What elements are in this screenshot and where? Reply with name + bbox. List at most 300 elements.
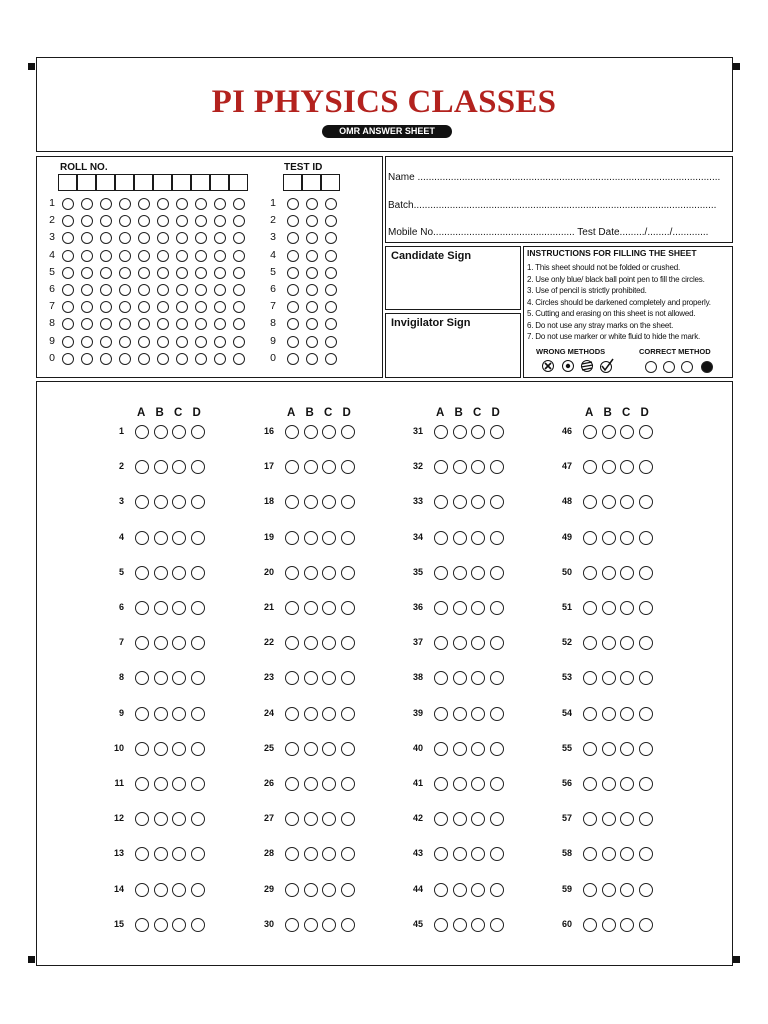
answer-bubble-d[interactable]: [490, 707, 504, 721]
answer-bubble-c[interactable]: [322, 742, 336, 756]
answer-bubble-b[interactable]: [154, 742, 168, 756]
roll-bubble[interactable]: [157, 267, 169, 279]
answer-bubble-c[interactable]: [172, 742, 186, 756]
answer-bubble-d[interactable]: [341, 671, 355, 685]
answer-bubble-d[interactable]: [341, 495, 355, 509]
roll-bubble[interactable]: [233, 267, 245, 279]
roll-bubble[interactable]: [157, 336, 169, 348]
roll-bubble[interactable]: [157, 353, 169, 365]
answer-bubble-c[interactable]: [172, 566, 186, 580]
test-id-row-digit: 4: [270, 248, 276, 261]
roll-bubble[interactable]: [138, 284, 150, 296]
answer-bubble-d[interactable]: [490, 742, 504, 756]
answer-bubble-a[interactable]: [285, 601, 299, 615]
roll-bubble[interactable]: [176, 336, 188, 348]
test-id-digit-cell[interactable]: [302, 174, 321, 191]
mobile-test-date-field[interactable]: Mobile No................................................... Test Date........./......../.............: [388, 227, 709, 238]
answer-bubble-b[interactable]: [453, 883, 467, 897]
answer-bubble-d[interactable]: [341, 425, 355, 439]
answer-bubble-a[interactable]: [434, 531, 448, 545]
answer-bubble-c[interactable]: [172, 883, 186, 897]
answer-bubble-b[interactable]: [304, 707, 318, 721]
roll-bubble[interactable]: [233, 198, 245, 210]
answer-bubble-d[interactable]: [341, 636, 355, 650]
answer-bubble-b[interactable]: [602, 531, 616, 545]
answer-bubble-b[interactable]: [304, 531, 318, 545]
answer-bubble-d[interactable]: [639, 847, 653, 861]
answer-bubble-c[interactable]: [471, 883, 485, 897]
roll-bubble[interactable]: [214, 250, 226, 262]
roll-bubble[interactable]: [157, 250, 169, 262]
answer-bubble-d[interactable]: [639, 566, 653, 580]
test-id-bubble[interactable]: [306, 353, 318, 365]
answer-bubble-d[interactable]: [341, 883, 355, 897]
roll-bubble[interactable]: [62, 250, 74, 262]
answer-bubble-a[interactable]: [434, 742, 448, 756]
answer-bubble-d[interactable]: [490, 847, 504, 861]
answer-bubble-a[interactable]: [583, 425, 597, 439]
question-number: 53: [561, 672, 572, 683]
roll-bubble[interactable]: [119, 353, 131, 365]
answer-bubble-d[interactable]: [639, 671, 653, 685]
answer-bubble-a[interactable]: [434, 707, 448, 721]
answer-bubble-d[interactable]: [639, 601, 653, 615]
roll-bubble[interactable]: [176, 198, 188, 210]
question-number: 7: [118, 637, 124, 648]
answer-bubble-b[interactable]: [602, 742, 616, 756]
answer-bubble-b[interactable]: [602, 495, 616, 509]
test-id-bubble[interactable]: [287, 336, 299, 348]
roll-bubble[interactable]: [195, 353, 207, 365]
answer-bubble-c[interactable]: [471, 601, 485, 615]
answer-bubble-b[interactable]: [453, 636, 467, 650]
answer-bubble-c[interactable]: [172, 601, 186, 615]
answer-bubble-d[interactable]: [490, 918, 504, 932]
answer-bubble-d[interactable]: [639, 812, 653, 826]
answer-bubble-b[interactable]: [602, 812, 616, 826]
invigilator-sign-label: Invigilator Sign: [391, 317, 471, 329]
test-id-bubble[interactable]: [306, 250, 318, 262]
answer-bubble-d[interactable]: [191, 812, 205, 826]
roll-bubble[interactable]: [119, 250, 131, 262]
roll-digit-cell[interactable]: [134, 174, 153, 191]
answer-bubble-d[interactable]: [341, 460, 355, 474]
answer-bubble-d[interactable]: [191, 742, 205, 756]
answer-bubble-d[interactable]: [639, 883, 653, 897]
question-number: 12: [113, 813, 124, 824]
roll-bubble[interactable]: [81, 336, 93, 348]
test-id-bubble[interactable]: [325, 198, 337, 210]
answer-bubble-b[interactable]: [304, 671, 318, 685]
roll-bubble[interactable]: [138, 353, 150, 365]
answer-bubble-a[interactable]: [285, 425, 299, 439]
answer-bubble-b[interactable]: [304, 601, 318, 615]
answer-bubble-c[interactable]: [620, 566, 634, 580]
answer-bubble-d[interactable]: [490, 531, 504, 545]
roll-bubble[interactable]: [62, 284, 74, 296]
answer-bubble-d[interactable]: [490, 601, 504, 615]
test-id-bubble[interactable]: [287, 353, 299, 365]
roll-bubble[interactable]: [138, 267, 150, 279]
answer-bubble-a[interactable]: [434, 425, 448, 439]
answer-bubble-a[interactable]: [285, 707, 299, 721]
answer-bubble-d[interactable]: [191, 918, 205, 932]
test-id-digit-cell[interactable]: [321, 174, 340, 191]
answer-bubble-b[interactable]: [453, 918, 467, 932]
roll-bubble[interactable]: [81, 267, 93, 279]
answer-bubble-c[interactable]: [471, 707, 485, 721]
answer-bubble-d[interactable]: [639, 425, 653, 439]
test-id-bubble[interactable]: [287, 267, 299, 279]
answer-bubble-b[interactable]: [304, 812, 318, 826]
answer-bubble-d[interactable]: [341, 531, 355, 545]
answer-bubble-c[interactable]: [471, 918, 485, 932]
answer-bubble-d[interactable]: [191, 460, 205, 474]
roll-bubble[interactable]: [214, 336, 226, 348]
test-id-bubble[interactable]: [325, 353, 337, 365]
answer-bubble-c[interactable]: [620, 531, 634, 545]
answer-bubble-b[interactable]: [602, 425, 616, 439]
answer-bubble-d[interactable]: [490, 777, 504, 791]
answer-bubble-b[interactable]: [154, 495, 168, 509]
answer-bubble-b[interactable]: [453, 742, 467, 756]
answer-bubble-b[interactable]: [602, 777, 616, 791]
answer-bubble-b[interactable]: [453, 812, 467, 826]
test-id-bubble[interactable]: [325, 250, 337, 262]
answer-bubble-b[interactable]: [304, 918, 318, 932]
roll-bubble[interactable]: [233, 336, 245, 348]
answer-bubble-c[interactable]: [620, 777, 634, 791]
roll-digit-cell[interactable]: [172, 174, 191, 191]
answer-bubble-d[interactable]: [490, 812, 504, 826]
answer-bubble-c[interactable]: [620, 425, 634, 439]
answer-bubble-b[interactable]: [154, 566, 168, 580]
answer-bubble-d[interactable]: [639, 707, 653, 721]
answer-bubble-d[interactable]: [191, 601, 205, 615]
answer-bubble-b[interactable]: [154, 601, 168, 615]
answer-bubble-b[interactable]: [602, 847, 616, 861]
answer-bubble-d[interactable]: [191, 531, 205, 545]
answer-bubble-d[interactable]: [191, 495, 205, 509]
option-header-c: C: [174, 407, 183, 419]
answer-bubble-d[interactable]: [639, 777, 653, 791]
answer-bubble-d[interactable]: [191, 707, 205, 721]
roll-bubble[interactable]: [138, 198, 150, 210]
answer-bubble-b[interactable]: [602, 566, 616, 580]
answer-bubble-b[interactable]: [154, 707, 168, 721]
answer-bubble-d[interactable]: [639, 460, 653, 474]
answer-bubble-b[interactable]: [304, 636, 318, 650]
answer-bubble-d[interactable]: [341, 566, 355, 580]
answer-bubble-b[interactable]: [304, 847, 318, 861]
answer-bubble-c[interactable]: [322, 601, 336, 615]
answer-bubble-d[interactable]: [490, 425, 504, 439]
answer-bubble-b[interactable]: [304, 742, 318, 756]
answer-bubble-b[interactable]: [453, 531, 467, 545]
answer-bubble-c[interactable]: [322, 918, 336, 932]
roll-bubble[interactable]: [176, 250, 188, 262]
question-number: 10: [113, 742, 124, 753]
roll-digit-cell[interactable]: [210, 174, 229, 191]
answer-bubble-b[interactable]: [602, 707, 616, 721]
roll-bubble[interactable]: [195, 250, 207, 262]
answer-bubble-b[interactable]: [304, 425, 318, 439]
roll-bubble[interactable]: [100, 250, 112, 262]
name-field[interactable]: Name .............................................................................................................: [388, 172, 721, 183]
answer-bubble-b[interactable]: [602, 883, 616, 897]
answer-bubble-c[interactable]: [471, 777, 485, 791]
roll-digit-cell[interactable]: [191, 174, 210, 191]
answer-bubble-b[interactable]: [304, 777, 318, 791]
answer-bubble-a[interactable]: [135, 918, 149, 932]
question-number: 24: [263, 707, 274, 718]
test-id-bubble[interactable]: [306, 284, 318, 296]
answer-bubble-a[interactable]: [583, 601, 597, 615]
roll-bubble[interactable]: [214, 267, 226, 279]
answer-bubble-c[interactable]: [620, 707, 634, 721]
question-number: 2: [118, 461, 124, 472]
answer-bubble-a[interactable]: [135, 531, 149, 545]
test-id-bubble[interactable]: [287, 284, 299, 296]
answer-bubble-d[interactable]: [490, 883, 504, 897]
roll-bubble[interactable]: [233, 284, 245, 296]
answer-bubble-c[interactable]: [172, 707, 186, 721]
answer-bubble-a[interactable]: [583, 707, 597, 721]
roll-digit-cell[interactable]: [96, 174, 115, 191]
roll-bubble[interactable]: [233, 353, 245, 365]
test-id-bubble[interactable]: [325, 267, 337, 279]
roll-bubble[interactable]: [138, 336, 150, 348]
roll-bubble[interactable]: [195, 267, 207, 279]
answer-bubble-d[interactable]: [191, 636, 205, 650]
answer-bubble-a[interactable]: [285, 918, 299, 932]
roll-bubble[interactable]: [100, 353, 112, 365]
answer-bubble-b[interactable]: [453, 601, 467, 615]
answer-bubble-c[interactable]: [322, 707, 336, 721]
roll-bubble[interactable]: [214, 284, 226, 296]
batch-field[interactable]: Batch.............................................................................................................: [388, 200, 717, 211]
answer-bubble-d[interactable]: [341, 777, 355, 791]
answer-bubble-b[interactable]: [453, 777, 467, 791]
answer-bubble-d[interactable]: [341, 918, 355, 932]
roll-bubble[interactable]: [214, 198, 226, 210]
answer-bubble-c[interactable]: [620, 742, 634, 756]
test-id-bubble[interactable]: [306, 267, 318, 279]
answer-bubble-a[interactable]: [285, 883, 299, 897]
roll-bubble[interactable]: [62, 267, 74, 279]
answer-bubble-d[interactable]: [639, 636, 653, 650]
roll-digit-cell[interactable]: [58, 174, 77, 191]
answer-bubble-c[interactable]: [172, 777, 186, 791]
answer-bubble-c[interactable]: [172, 425, 186, 439]
question-number: 58: [561, 848, 572, 859]
answer-bubble-d[interactable]: [191, 671, 205, 685]
answer-bubble-d[interactable]: [191, 566, 205, 580]
answer-bubble-d[interactable]: [191, 883, 205, 897]
answer-bubble-b[interactable]: [602, 460, 616, 474]
answer-bubble-d[interactable]: [191, 847, 205, 861]
roll-bubble[interactable]: [157, 284, 169, 296]
answer-bubble-b[interactable]: [453, 425, 467, 439]
answer-bubble-b[interactable]: [304, 566, 318, 580]
answer-bubble-a[interactable]: [285, 566, 299, 580]
answer-bubble-d[interactable]: [639, 742, 653, 756]
answer-bubble-b[interactable]: [453, 566, 467, 580]
test-id-digit-cell[interactable]: [283, 174, 302, 191]
roll-bubble[interactable]: [119, 336, 131, 348]
roll-bubble[interactable]: [214, 353, 226, 365]
answer-bubble-a[interactable]: [434, 883, 448, 897]
answer-bubble-a[interactable]: [135, 883, 149, 897]
test-id-bubble[interactable]: [325, 336, 337, 348]
roll-bubble[interactable]: [62, 353, 74, 365]
roll-row-digit: 6: [49, 283, 55, 295]
answer-bubble-a[interactable]: [434, 918, 448, 932]
roll-bubble[interactable]: [176, 267, 188, 279]
answer-bubble-c[interactable]: [620, 883, 634, 897]
roll-digit-cell[interactable]: [115, 174, 134, 191]
test-id-bubble[interactable]: [287, 250, 299, 262]
answer-bubble-d[interactable]: [191, 777, 205, 791]
answer-bubble-a[interactable]: [285, 531, 299, 545]
roll-bubble[interactable]: [81, 284, 93, 296]
answer-bubble-d[interactable]: [639, 531, 653, 545]
wrong-methods-label: WRONG METHODS: [536, 347, 606, 356]
answer-bubble-c[interactable]: [471, 425, 485, 439]
answer-bubble-b[interactable]: [304, 495, 318, 509]
answer-bubble-b[interactable]: [453, 707, 467, 721]
answer-bubble-d[interactable]: [639, 918, 653, 932]
roll-bubble[interactable]: [81, 353, 93, 365]
answer-bubble-b[interactable]: [154, 671, 168, 685]
answer-bubble-b[interactable]: [453, 847, 467, 861]
answer-bubble-c[interactable]: [620, 601, 634, 615]
test-id-bubble[interactable]: [306, 336, 318, 348]
answer-bubble-d[interactable]: [341, 601, 355, 615]
answer-bubble-c[interactable]: [620, 918, 634, 932]
answer-bubble-c[interactable]: [322, 566, 336, 580]
answer-bubble-c[interactable]: [471, 566, 485, 580]
answer-bubble-b[interactable]: [154, 636, 168, 650]
roll-bubble[interactable]: [81, 198, 93, 210]
answer-bubble-a[interactable]: [135, 777, 149, 791]
answer-bubble-d[interactable]: [490, 636, 504, 650]
answer-bubble-a[interactable]: [583, 742, 597, 756]
answer-bubble-b[interactable]: [154, 460, 168, 474]
roll-bubble[interactable]: [100, 198, 112, 210]
answer-bubble-d[interactable]: [341, 847, 355, 861]
roll-bubble[interactable]: [176, 353, 188, 365]
test-id-row-digit: 6: [270, 283, 276, 295]
answer-bubble-d[interactable]: [191, 425, 205, 439]
roll-digit-cell[interactable]: [153, 174, 172, 191]
roll-bubble[interactable]: [100, 336, 112, 348]
answer-bubble-a[interactable]: [583, 883, 597, 897]
answer-bubble-d[interactable]: [490, 495, 504, 509]
answer-bubble-d[interactable]: [341, 812, 355, 826]
answer-bubble-a[interactable]: [285, 777, 299, 791]
answer-bubble-b[interactable]: [453, 671, 467, 685]
answer-bubble-d[interactable]: [490, 671, 504, 685]
answer-bubble-a[interactable]: [583, 566, 597, 580]
roll-bubble[interactable]: [119, 267, 131, 279]
roll-bubble[interactable]: [233, 250, 245, 262]
answer-bubble-b[interactable]: [602, 601, 616, 615]
answer-bubble-d[interactable]: [341, 742, 355, 756]
answer-bubble-d[interactable]: [490, 566, 504, 580]
roll-bubble[interactable]: [195, 284, 207, 296]
answer-bubble-b[interactable]: [154, 883, 168, 897]
answer-bubble-a[interactable]: [135, 742, 149, 756]
roll-bubble[interactable]: [62, 336, 74, 348]
answer-bubble-d[interactable]: [341, 707, 355, 721]
answer-bubble-b[interactable]: [154, 425, 168, 439]
answer-bubble-a[interactable]: [583, 918, 597, 932]
answer-bubble-b[interactable]: [602, 636, 616, 650]
answer-bubble-a[interactable]: [135, 707, 149, 721]
answer-bubble-a[interactable]: [434, 601, 448, 615]
answer-bubble-b[interactable]: [154, 531, 168, 545]
roll-digit-cell[interactable]: [77, 174, 96, 191]
answer-bubble-c[interactable]: [172, 531, 186, 545]
answer-bubble-a[interactable]: [285, 742, 299, 756]
answer-bubble-b[interactable]: [154, 847, 168, 861]
roll-bubble[interactable]: [138, 250, 150, 262]
roll-bubble[interactable]: [195, 336, 207, 348]
answer-bubble-b[interactable]: [453, 460, 467, 474]
answer-bubble-c[interactable]: [322, 531, 336, 545]
answer-bubble-b[interactable]: [304, 460, 318, 474]
test-id-bubble[interactable]: [287, 198, 299, 210]
roll-bubble[interactable]: [176, 284, 188, 296]
answer-bubble-a[interactable]: [434, 566, 448, 580]
answer-bubble-d[interactable]: [490, 460, 504, 474]
answer-bubble-a[interactable]: [135, 601, 149, 615]
answer-bubble-a[interactable]: [583, 531, 597, 545]
answer-bubble-b[interactable]: [453, 495, 467, 509]
answer-bubble-b[interactable]: [154, 812, 168, 826]
answer-bubble-a[interactable]: [135, 566, 149, 580]
answer-bubble-c[interactable]: [471, 531, 485, 545]
answer-bubble-b[interactable]: [602, 671, 616, 685]
roll-bubble[interactable]: [195, 198, 207, 210]
answer-bubble-d[interactable]: [639, 495, 653, 509]
roll-bubble[interactable]: [62, 198, 74, 210]
answer-bubble-a[interactable]: [434, 777, 448, 791]
answer-bubble-a[interactable]: [583, 777, 597, 791]
answer-bubble-a[interactable]: [135, 425, 149, 439]
roll-bubble[interactable]: [100, 267, 112, 279]
answer-bubble-c[interactable]: [322, 425, 336, 439]
test-id-bubble[interactable]: [325, 284, 337, 296]
test-id-bubble[interactable]: [306, 198, 318, 210]
answer-bubble-b[interactable]: [154, 777, 168, 791]
roll-bubble[interactable]: [119, 284, 131, 296]
roll-bubble[interactable]: [119, 198, 131, 210]
roll-bubble[interactable]: [81, 250, 93, 262]
answer-bubble-c[interactable]: [471, 742, 485, 756]
instructions-title: INSTRUCTIONS FOR FILLING THE SHEET: [527, 248, 697, 258]
answer-bubble-b[interactable]: [602, 918, 616, 932]
answer-bubble-c[interactable]: [172, 918, 186, 932]
answer-bubble-c[interactable]: [322, 777, 336, 791]
answer-bubble-c[interactable]: [322, 883, 336, 897]
answer-bubble-b[interactable]: [154, 918, 168, 932]
roll-bubble[interactable]: [157, 198, 169, 210]
roll-digit-cell[interactable]: [229, 174, 248, 191]
answer-bubble-b[interactable]: [304, 883, 318, 897]
roll-bubble[interactable]: [100, 284, 112, 296]
